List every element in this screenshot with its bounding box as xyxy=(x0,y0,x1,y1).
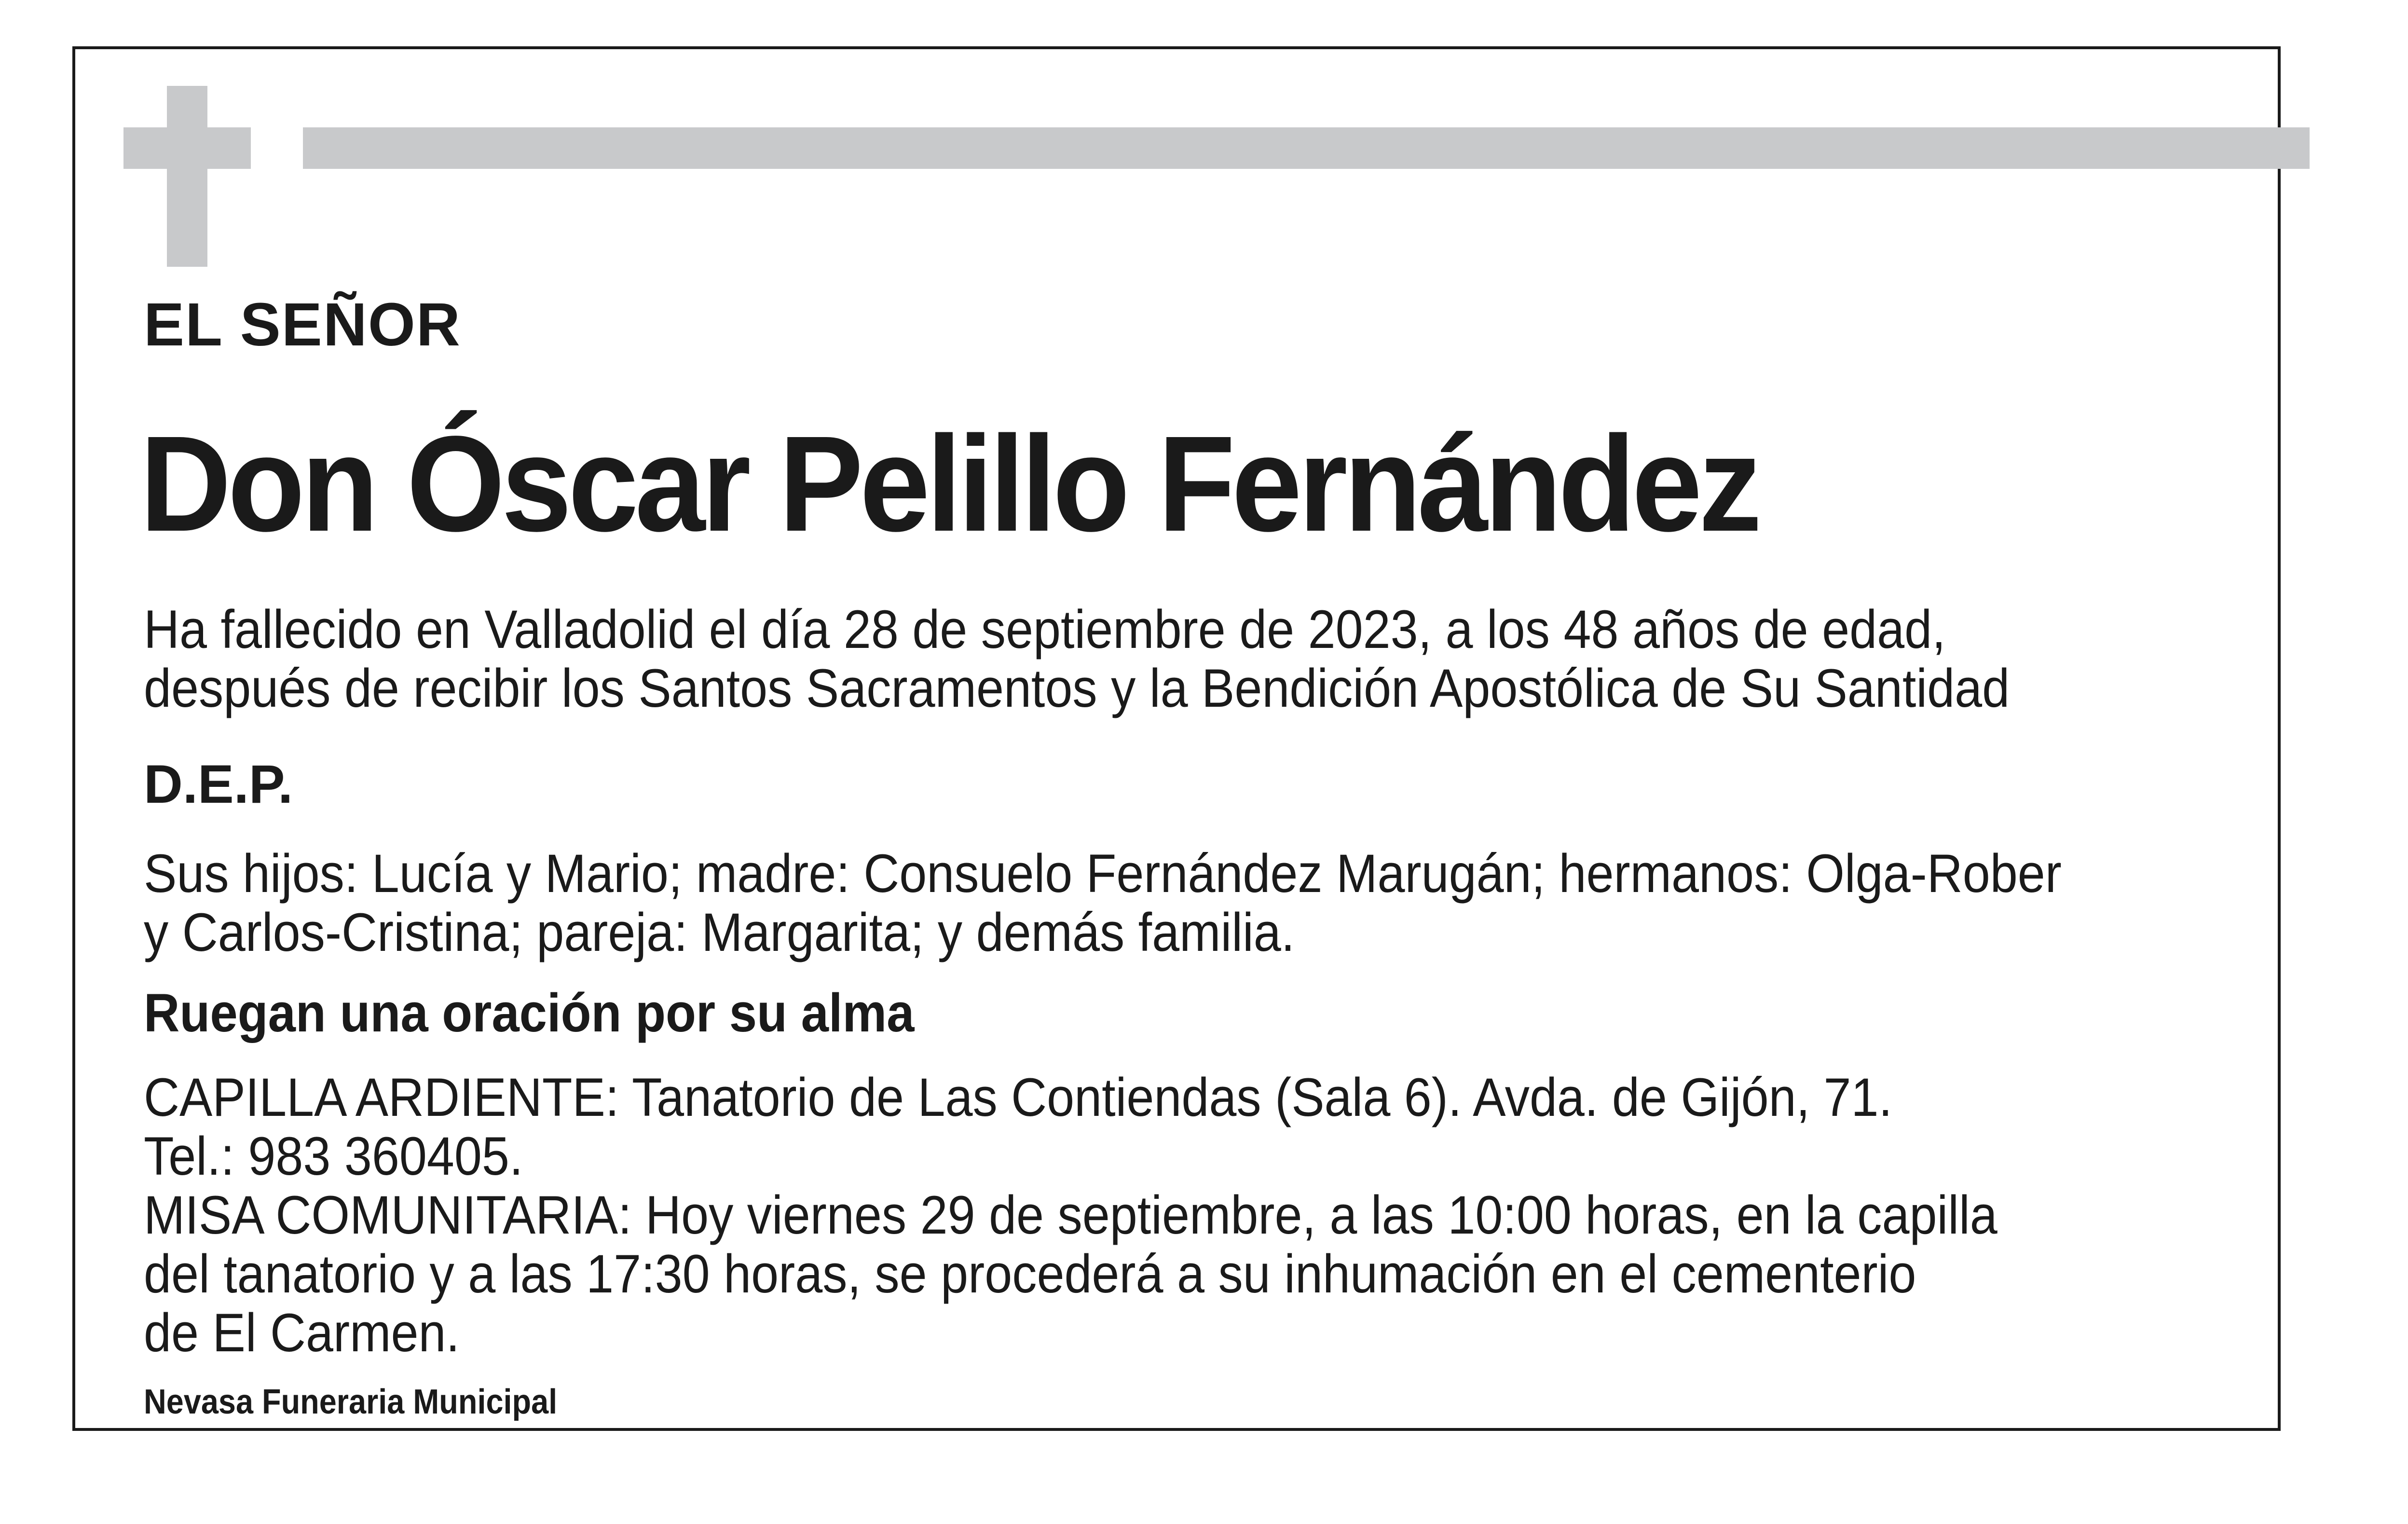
family-line: y Carlos-Cristina; pareja: Margarita; y demás familia. xyxy=(144,902,1295,962)
deceased-name: Don Óscar Pelillo Fernández xyxy=(140,408,1759,560)
service-line: MISA COMUNITARIA: Hoy viernes 29 de septiembre, a las 10:00 horas, en la capilla xyxy=(144,1185,1998,1245)
family-line: Sus hijos: Lucía y Mario; madre: Consuelo Fernández Marugán; hermanos: Olga-Rober xyxy=(144,843,2062,904)
service-paragraph xyxy=(144,1068,1998,1362)
rip-label: D.E.P. xyxy=(144,754,293,814)
death-line: Ha fallecido en Valladolid el día 28 de septiembre de 2023, a los 48 años de edad, xyxy=(144,599,1946,659)
death-line: después de recibir los Santos Sacramentos y la Bendición Apostólica de Su Santidad xyxy=(144,658,2010,718)
notice-overline: EL SEÑOR xyxy=(144,290,461,358)
funeral-home-name: Nevasa Funeraria Municipal xyxy=(144,1383,558,1421)
header-rule xyxy=(303,127,2310,169)
prayer-request: Ruegan una oración por su alma xyxy=(144,983,915,1043)
service-line: Tel.: 983 360405. xyxy=(144,1126,523,1186)
service-line: del tanatorio y a las 17:30 horas, se procederá a su inhumación en el cementerio xyxy=(144,1244,1916,1304)
cross-horizontal-bar xyxy=(123,127,251,169)
death-paragraph xyxy=(144,600,2010,718)
cross-vertical-bar xyxy=(167,86,207,267)
family-paragraph xyxy=(144,844,2062,962)
service-line: de El Carmen. xyxy=(144,1303,460,1363)
service-line: CAPILLA ARDIENTE: Tanatorio de Las Contiendas (Sala 6). Avda. de Gijón, 71. xyxy=(144,1067,1892,1127)
